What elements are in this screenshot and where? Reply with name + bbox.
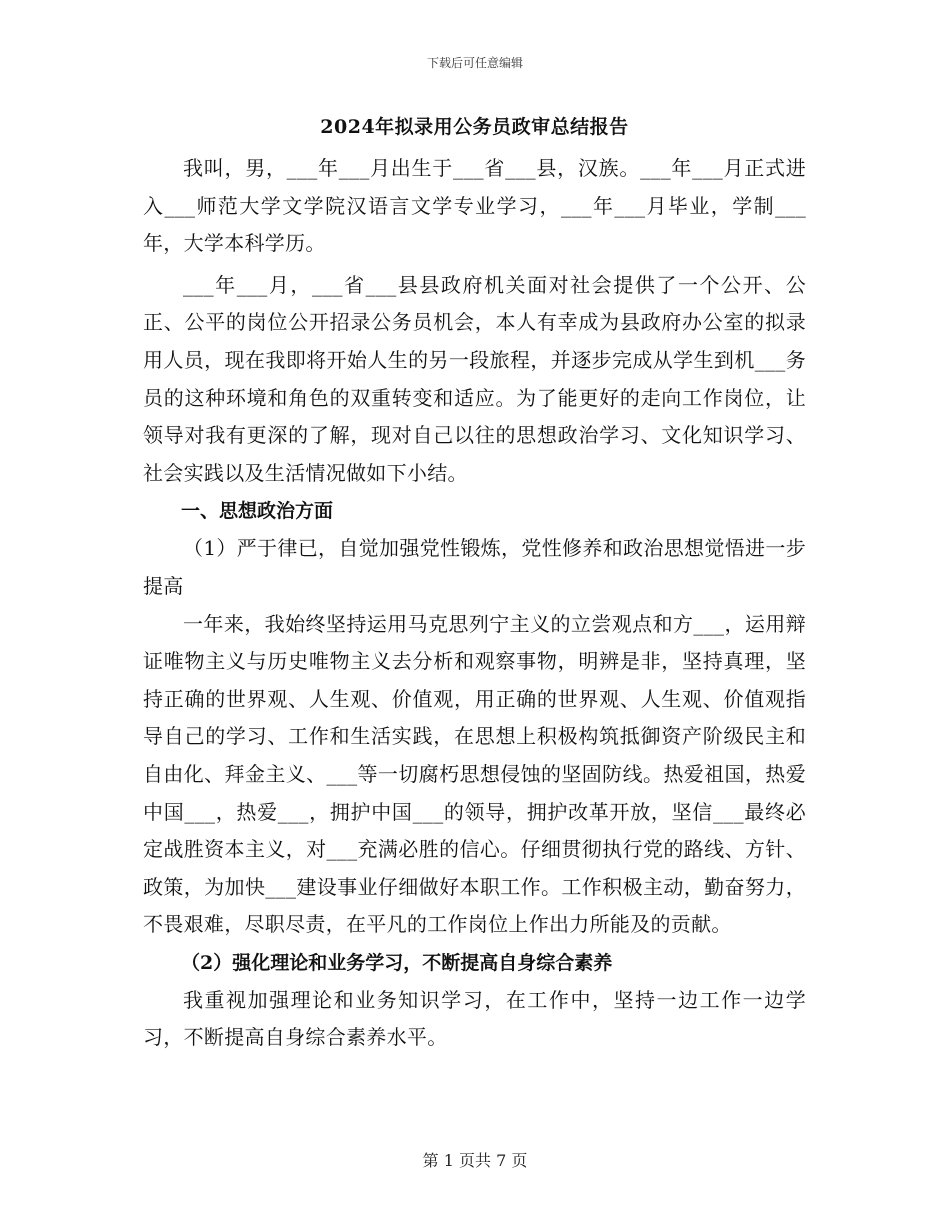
paragraph-recruitment: ___年___月，___省___县县政府机关面对社会提供了一个公开、公正、公平的岗位公开招录公务员机会，本人有幸成为县政府办公室的拟录用人员，现在我即将开始人生的另一段旅程，并逐步完成从学生到机___务员的这种环境和角色的双重转变和适应。为了能更好的走向工作岗位，让领导对我有更深的了解，现对自己以往的思想政治学习、文化知识学习、社会实践以及生活情况做如下小结。 (143, 272, 806, 485)
section-heading-political: 一、思想政治方面 (181, 500, 334, 523)
document-body (143, 112, 806, 1057)
subsection-1-title: （1）严于律已，自觉加强党性锻炼，党性修养和政治思想觉悟进一步提高 (143, 536, 806, 598)
document-title: 2024年拟录用公务员政审总结报告 (320, 116, 629, 138)
subsection-2-heading: （2）强化理论和业务学习，不断提高自身综合素养 (181, 951, 613, 974)
subsection-2-body: 我重视加强理论和业务知识学习，在工作中，坚持一边工作一边学习，不断提高自身综合素养水平。 (143, 987, 806, 1050)
paragraph-personal-info: 我叫，男，___年___月出生于___省___县，汉族。___年___月正式进入___师范大学文学院汉语言文学专业学习，___年___月毕业，学制___年，大学本科学历。 (143, 156, 806, 256)
page-header: 下载后可任意编辑 (426, 56, 523, 70)
subsection-1-body: 一年来，我始终坚持运用马克思列宁主义的立尝观点和方___，运用辩证唯物主义与历史唯物主义去分析和观察事物，明辨是非，坚持真理，坚持正确的世界观、人生观、价值观，用正确的世界观、人生观、价值观指导自己的学习、工作和生活实践，在思想上积极构筑抵御资产阶级民主和自由化、拜金主义、___等一切腐朽思想侵蚀的坚固防线。热爱祖国，热爱中国___，热爱___，拥护中国___的领导，拥护改革开放，坚信___最终必定战胜资本主义，对___充满必胜的信心。仔细贯彻执行党的路线、方针、政策，为加快___建设事业仔细做好本职工作。工作积极主动，勤奋努力，不畏艰难，尽职尽责，在平凡的工作岗位上作出力所能及的贡献。 (143, 611, 806, 937)
page-footer: 第 1 页共 7 页 (422, 1151, 528, 1170)
